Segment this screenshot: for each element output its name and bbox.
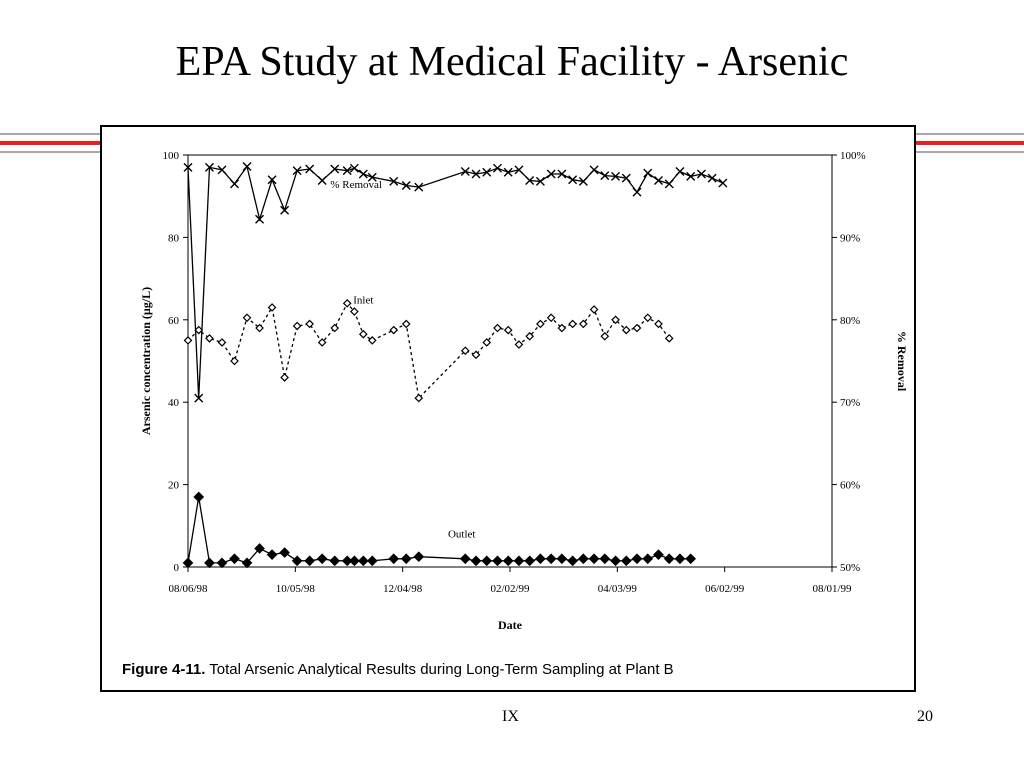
data-point-inlet	[494, 325, 501, 332]
figure-caption-label: Figure 4-11.	[122, 661, 206, 678]
figure-caption-text: Total Arsenic Analytical Results during Long-Term Sampling at Plant B	[209, 661, 674, 678]
data-point-outlet	[472, 556, 481, 565]
left-stripe-gray-bottom	[0, 151, 100, 153]
data-point-outlet	[493, 556, 502, 565]
data-point-outlet	[268, 550, 277, 559]
data-point-inlet	[569, 320, 576, 327]
y2-tick-label: 80%	[840, 314, 861, 327]
data-point-outlet	[217, 558, 226, 567]
data-point-removal	[590, 166, 598, 174]
data-point-outlet	[350, 556, 359, 565]
data-point-outlet	[230, 554, 239, 563]
x-tick-label: 06/02/99	[705, 583, 745, 595]
data-point-inlet	[218, 339, 225, 346]
data-point-inlet	[344, 300, 351, 307]
data-point-outlet	[579, 554, 588, 563]
data-point-outlet	[293, 556, 302, 565]
right-stripe-gray-bottom	[916, 151, 1024, 153]
data-point-inlet	[505, 327, 512, 334]
data-point-removal	[697, 170, 705, 178]
left-stripe-red	[0, 141, 100, 145]
data-point-removal	[461, 167, 469, 175]
x-tick-label: 02/02/99	[490, 583, 530, 595]
data-point-removal	[654, 177, 662, 185]
data-point-removal	[268, 176, 276, 184]
series-annotation: Inlet	[353, 294, 374, 307]
data-point-outlet	[675, 554, 684, 563]
data-point-outlet	[568, 556, 577, 565]
data-point-inlet	[306, 320, 313, 327]
data-point-inlet	[591, 306, 598, 313]
right-stripe-red	[916, 141, 1024, 145]
data-point-removal	[644, 169, 652, 177]
data-point-outlet	[557, 554, 566, 563]
data-point-outlet	[686, 554, 695, 563]
data-point-removal	[676, 167, 684, 175]
data-point-inlet	[185, 337, 192, 344]
y2-tick-label: 100%	[840, 150, 866, 162]
data-point-outlet	[389, 554, 398, 563]
data-point-outlet	[622, 556, 631, 565]
data-point-inlet	[623, 327, 630, 334]
y-axis-label: Arsenic concentration (µg/L)	[139, 286, 153, 436]
data-point-inlet	[269, 304, 276, 311]
y2-tick-label: 60%	[840, 479, 861, 492]
data-point-inlet	[281, 374, 288, 381]
data-point-outlet	[643, 554, 652, 563]
data-point-outlet	[514, 556, 523, 565]
data-point-removal	[231, 180, 239, 188]
figure-frame	[100, 125, 916, 692]
series-annotation: % Removal	[330, 178, 382, 191]
y-tick-label: 0	[173, 562, 179, 574]
data-point-removal	[708, 174, 716, 182]
data-point-removal	[281, 206, 289, 214]
data-point-inlet	[666, 335, 673, 342]
data-point-outlet	[305, 556, 314, 565]
data-point-removal	[318, 177, 326, 185]
y-tick-label: 60	[168, 314, 179, 327]
data-point-outlet	[318, 554, 327, 563]
y-tick-label: 100	[162, 150, 179, 162]
y-tick-label: 80	[168, 232, 179, 245]
figure-caption	[122, 661, 674, 678]
data-point-inlet	[644, 314, 651, 321]
data-point-inlet	[390, 327, 397, 334]
data-point-outlet	[461, 554, 470, 563]
data-point-outlet	[280, 548, 289, 557]
data-point-outlet	[654, 550, 663, 559]
y2-axis-label: % Removal	[895, 330, 909, 392]
data-point-outlet	[194, 492, 203, 501]
series-line-outlet	[188, 497, 691, 563]
y2-tick-label: 90%	[840, 232, 861, 245]
data-point-inlet	[601, 333, 608, 340]
footer-page-number: 20	[917, 708, 933, 725]
x-tick-label: 08/06/98	[168, 583, 208, 595]
data-point-outlet	[590, 554, 599, 563]
data-point-outlet	[482, 556, 491, 565]
data-point-inlet	[294, 322, 301, 329]
footer-section: IX	[502, 708, 519, 725]
data-point-outlet	[536, 554, 545, 563]
x-tick-label: 12/04/98	[383, 583, 423, 595]
data-point-inlet	[537, 320, 544, 327]
data-point-removal	[665, 180, 673, 188]
data-point-removal	[359, 170, 367, 178]
series-annotation: Outlet	[447, 528, 476, 541]
data-point-outlet	[330, 556, 339, 565]
x-tick-label: 04/03/99	[597, 583, 637, 595]
data-point-outlet	[633, 554, 642, 563]
data-point-outlet	[184, 558, 193, 567]
x-axis-label: Date	[498, 618, 522, 632]
data-point-removal	[493, 164, 501, 172]
data-point-outlet	[368, 556, 377, 565]
data-point-outlet	[402, 554, 411, 563]
right-stripe-gray-top	[916, 133, 1024, 135]
x-tick-label: 10/05/98	[275, 583, 315, 595]
data-point-inlet	[548, 314, 555, 321]
plot-area	[188, 155, 832, 567]
data-point-outlet	[205, 558, 214, 567]
data-point-outlet	[611, 556, 620, 565]
data-point-outlet	[414, 552, 423, 561]
left-stripe-gray-top	[0, 133, 100, 135]
data-point-inlet	[360, 331, 367, 338]
x-tick-label: 08/01/99	[812, 583, 852, 595]
data-point-outlet	[547, 554, 556, 563]
data-point-inlet	[515, 341, 522, 348]
series-line-removal	[188, 167, 723, 399]
arsenic-chart	[102, 127, 914, 647]
data-point-outlet	[665, 554, 674, 563]
data-point-removal	[350, 164, 358, 172]
y-tick-label: 40	[168, 397, 179, 410]
y-tick-label: 20	[168, 479, 179, 492]
data-point-outlet	[359, 556, 368, 565]
series-line-inlet	[188, 303, 669, 398]
data-point-inlet	[403, 320, 410, 327]
y2-tick-label: 50%	[840, 562, 861, 574]
data-point-outlet	[504, 556, 513, 565]
data-point-removal	[719, 179, 727, 187]
data-point-inlet	[351, 308, 358, 315]
y2-tick-label: 70%	[840, 397, 861, 410]
data-point-outlet	[600, 554, 609, 563]
data-point-outlet	[525, 556, 534, 565]
data-point-removal	[633, 188, 641, 196]
slide-title: EPA Study at Medical Facility - Arsenic	[175, 39, 849, 85]
data-point-inlet	[244, 314, 251, 321]
